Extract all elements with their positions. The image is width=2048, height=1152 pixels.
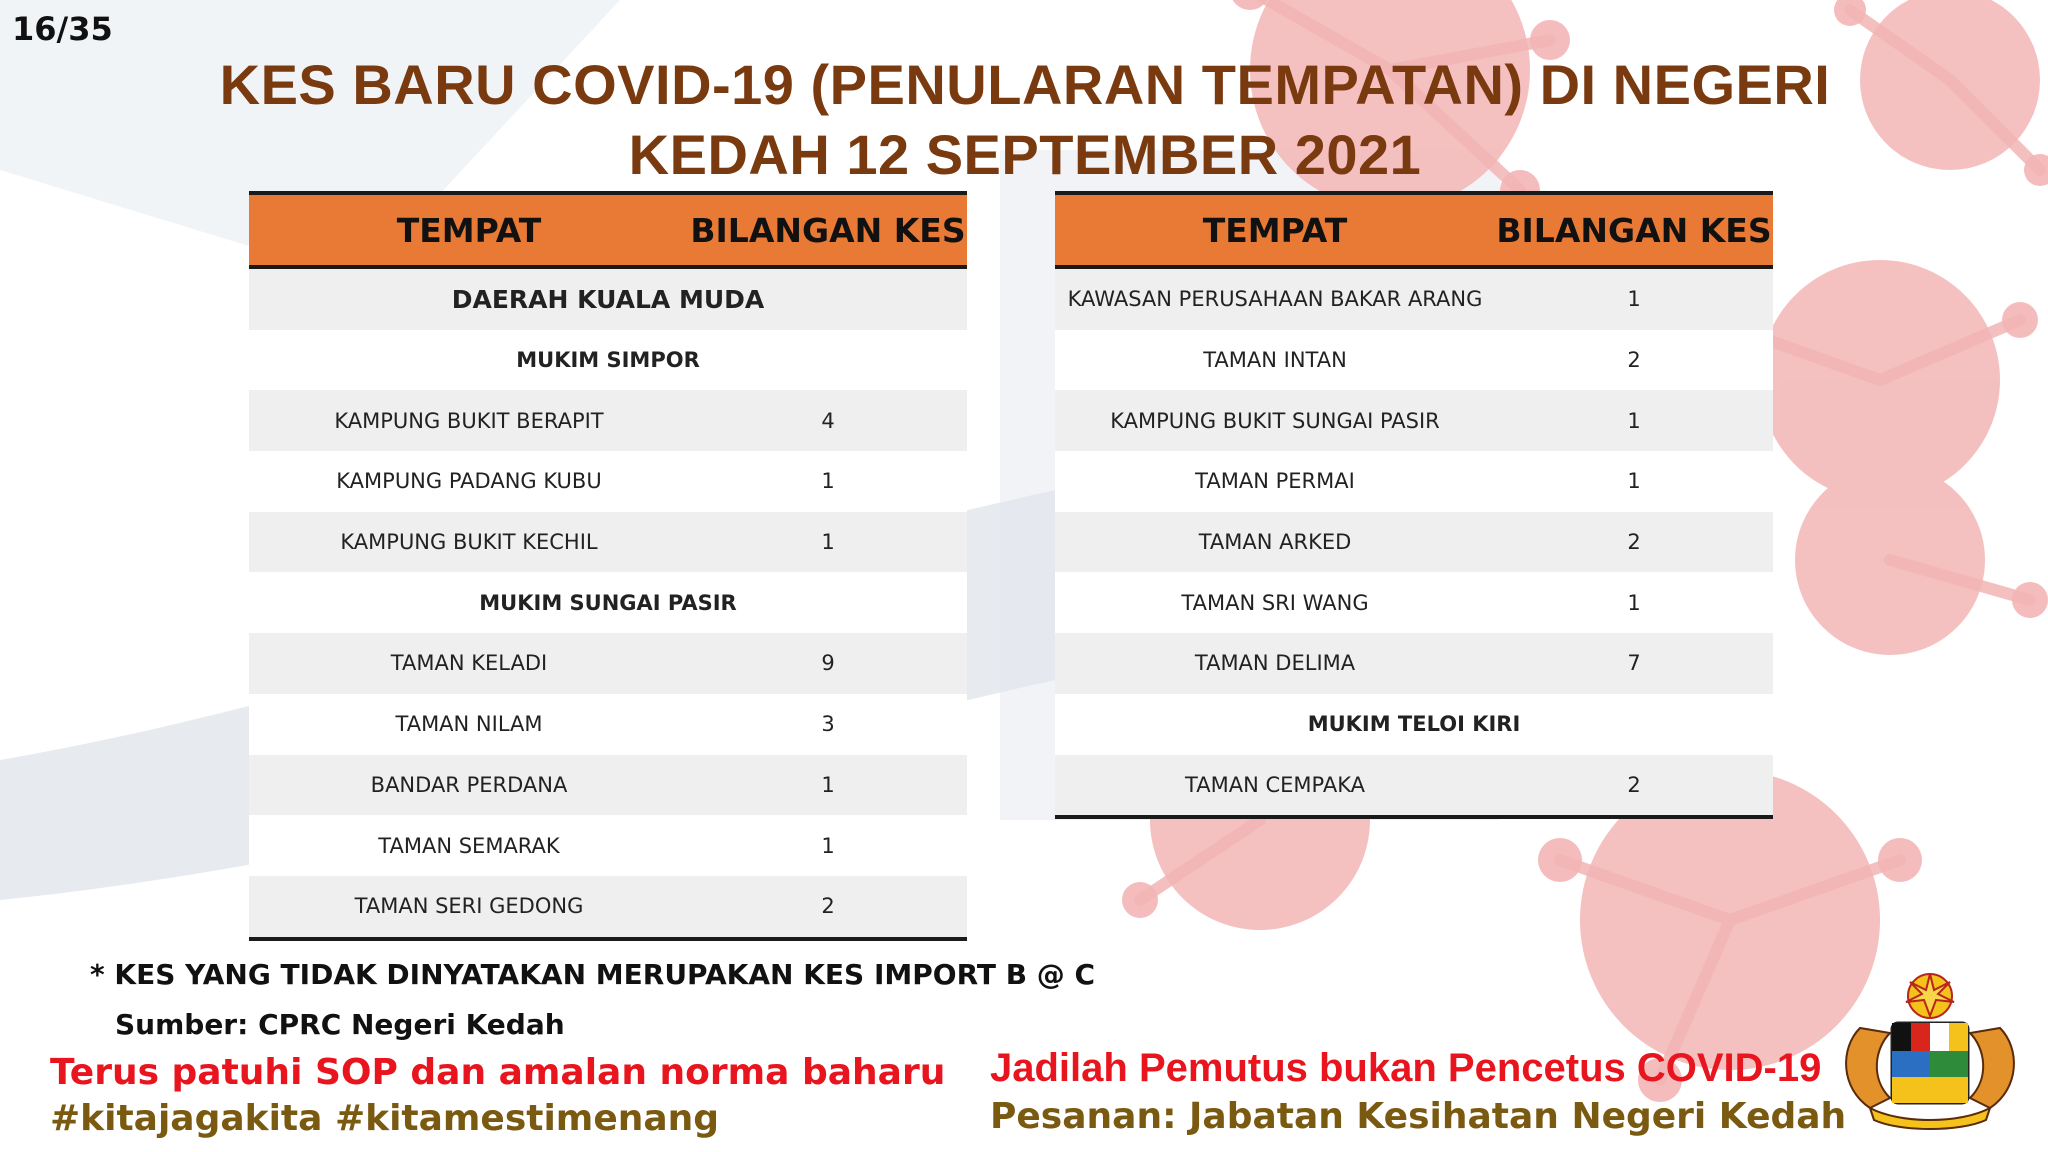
hashtags: #kitajagakita #kitamestimenang	[50, 1098, 720, 1139]
place-name: KAMPUNG BUKIT SUNGAI PASIR	[1055, 390, 1495, 451]
place-name: TAMAN DELIMA	[1055, 633, 1495, 694]
case-count: 9	[689, 633, 967, 694]
footnote: * KES YANG TIDAK DINYATAKAN MERUPAKAN KES IMPORT B @ C	[90, 958, 1096, 991]
page-title	[200, 50, 1850, 190]
table-row	[249, 633, 967, 694]
mukim-header-row	[249, 330, 967, 391]
table-row	[249, 390, 967, 451]
mukim-name: MUKIM SUNGAI PASIR	[249, 572, 967, 633]
header-case-count: BILANGAN KES	[1495, 193, 1773, 267]
place-name: TAMAN NILAM	[249, 694, 689, 755]
case-count: 1	[689, 451, 967, 512]
case-count: 1	[1495, 390, 1773, 451]
place-name: KAWASAN PERUSAHAAN BAKAR ARANG	[1055, 267, 1495, 330]
table-row	[1055, 572, 1773, 633]
case-count: 7	[1495, 633, 1773, 694]
place-name: TAMAN INTAN	[1055, 330, 1495, 391]
table-row	[1055, 267, 1773, 330]
place-name: TAMAN SRI WANG	[1055, 572, 1495, 633]
slide-number: 16/35	[12, 10, 113, 48]
mukim-header-row	[1055, 694, 1773, 755]
case-count: 2	[1495, 755, 1773, 818]
table-row	[249, 451, 967, 512]
table-row	[249, 876, 967, 939]
slogan: Jadilah Pemutus bukan Pencetus COVID-19	[990, 1046, 1822, 1090]
title-line-1: KES BARU COVID-19 (PENULARAN TEMPATAN) DI NEGERI	[219, 53, 1831, 116]
district-name: DAERAH KUALA MUDA	[249, 267, 967, 330]
header-place: TEMPAT	[1055, 193, 1495, 267]
table-row	[1055, 330, 1773, 391]
case-count: 1	[1495, 451, 1773, 512]
place-name: TAMAN CEMPAKA	[1055, 755, 1495, 818]
case-count: 1	[689, 512, 967, 573]
header-place: TEMPAT	[249, 193, 689, 267]
mukim-header-row	[249, 572, 967, 633]
table-row	[1055, 755, 1773, 818]
title-line-2: KEDAH 12 SEPTEMBER 2021	[628, 123, 1422, 186]
place-name: TAMAN ARKED	[1055, 512, 1495, 573]
mukim-name: MUKIM TELOI KIRI	[1055, 694, 1773, 755]
table-row	[249, 512, 967, 573]
place-name: TAMAN KELADI	[249, 633, 689, 694]
case-count: 2	[1495, 512, 1773, 573]
place-name: TAMAN SERI GEDONG	[249, 876, 689, 939]
place-name: TAMAN SEMARAK	[249, 815, 689, 876]
table-row	[1055, 512, 1773, 573]
place-name: KAMPUNG PADANG KUBU	[249, 451, 689, 512]
district-header-row	[249, 267, 967, 330]
place-name: KAMPUNG BUKIT BERAPIT	[249, 390, 689, 451]
place-name: TAMAN PERMAI	[1055, 451, 1495, 512]
table-row	[249, 755, 967, 816]
case-count: 2	[1495, 330, 1773, 391]
case-count: 1	[1495, 572, 1773, 633]
case-count: 1	[689, 755, 967, 816]
table-row	[249, 815, 967, 876]
kedah-state-crest-logo	[1830, 968, 2030, 1136]
case-count: 2	[689, 876, 967, 939]
cases-table-left	[249, 191, 967, 941]
cases-table-right	[1055, 191, 1773, 819]
table-row	[1055, 633, 1773, 694]
case-count: 3	[689, 694, 967, 755]
header-case-count: BILANGAN KES	[689, 193, 967, 267]
case-count: 1	[1495, 267, 1773, 330]
sop-message: Terus patuhi SOP dan amalan norma baharu	[50, 1052, 946, 1093]
table-row	[1055, 451, 1773, 512]
message-from: Pesanan: Jabatan Kesihatan Negeri Kedah	[990, 1096, 1847, 1137]
place-name: KAMPUNG BUKIT KECHIL	[249, 512, 689, 573]
source-text: Sumber: CPRC Negeri Kedah	[115, 1008, 565, 1041]
case-count: 1	[689, 815, 967, 876]
table-row	[249, 694, 967, 755]
mukim-name: MUKIM SIMPOR	[249, 330, 967, 391]
table-row	[1055, 390, 1773, 451]
case-count: 4	[689, 390, 967, 451]
place-name: BANDAR PERDANA	[249, 755, 689, 816]
